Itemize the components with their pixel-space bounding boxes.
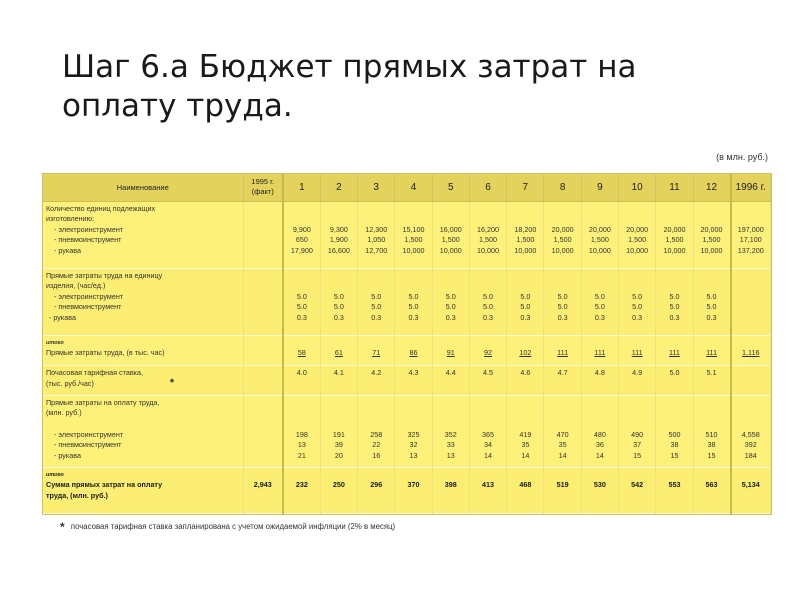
header-month: 4 xyxy=(395,174,432,201)
header-month: 8 xyxy=(544,174,581,201)
month-cell: 296 xyxy=(358,467,395,513)
section-rate-labels xyxy=(43,365,243,395)
month-cell: 470 35 14 xyxy=(544,395,581,467)
month-cell: 5.0 5.0 0.3 xyxy=(581,268,618,335)
month-cell: 553 xyxy=(656,467,693,513)
header-month: 11 xyxy=(656,174,693,201)
month-cell: 370 xyxy=(395,467,432,513)
month-cell: 111 xyxy=(656,335,693,365)
itogo-label: итого xyxy=(46,339,64,346)
cell-1995 xyxy=(243,395,283,467)
header-month: 12 xyxy=(693,174,730,201)
row-label: - рукава xyxy=(49,312,76,322)
month-cell: 5.0 5.0 0.3 xyxy=(395,268,432,335)
month-cell: 61 xyxy=(320,335,357,365)
month-cell: 5.0 5.0 0.3 xyxy=(656,268,693,335)
section-title: изготовлению: xyxy=(46,214,95,224)
section-hours-per-unit xyxy=(43,268,771,335)
month-cell: 198 13 21 xyxy=(283,395,320,467)
header-month: 10 xyxy=(619,174,656,201)
header-month: 1 xyxy=(283,174,320,201)
month-cell: 5.0 5.0 0.3 xyxy=(432,268,469,335)
month-cell: 4.6 xyxy=(507,365,544,395)
title-line-1: Шаг 6.а Бюджет прямых затрат на xyxy=(62,49,637,85)
month-cell: 9,900 650 17,900 xyxy=(283,201,320,268)
section-labor-hours xyxy=(43,335,771,365)
row-label: Прямые затраты труда, (в тыс. час) xyxy=(46,348,165,358)
row-label: - электроинструмент xyxy=(54,291,124,301)
month-cell: 4.8 xyxy=(581,365,618,395)
total-cell xyxy=(731,365,771,395)
month-cell: 4.3 xyxy=(395,365,432,395)
header-month: 3 xyxy=(358,174,395,201)
month-cell: 92 xyxy=(469,335,506,365)
row-label: труда, (млн. руб.) xyxy=(46,491,108,501)
row-label: - пневмоинструмент xyxy=(54,235,122,245)
month-cell: 468 xyxy=(507,467,544,513)
month-cell: 530 xyxy=(581,467,618,513)
header-1995-bottom: (факт) xyxy=(251,187,274,197)
header-month: 2 xyxy=(320,174,357,201)
month-cell: 5.1 xyxy=(693,365,730,395)
month-cell: 5.0 5.0 0.3 xyxy=(283,268,320,335)
header-1996: 1996 г. xyxy=(731,174,771,201)
month-cell: 111 xyxy=(693,335,730,365)
month-cell: 16,000 1,500 10,000 xyxy=(432,201,469,268)
month-cell: 102 xyxy=(507,335,544,365)
month-cell: 5.0 5.0 0.3 xyxy=(358,268,395,335)
month-cell: 542 xyxy=(619,467,656,513)
footnote xyxy=(60,520,760,534)
footnote-text: почасовая тарифная ставка запланирована с учетом ожидаемой инфляции (2% в месяц) xyxy=(70,522,396,531)
header-1995-top: 1995 г. xyxy=(251,177,275,187)
month-cell: 398 xyxy=(432,467,469,513)
month-cell: 5.0 5.0 0.3 xyxy=(544,268,581,335)
row-label: - электроинструмент xyxy=(54,224,124,234)
month-cell: 12,300 1,050 12,700 xyxy=(358,201,395,268)
month-cell: 86 xyxy=(395,335,432,365)
month-cell: 15,100 1,500 10,000 xyxy=(395,201,432,268)
month-cell: 9,300 1,900 16,600 xyxy=(320,201,357,268)
header-month: 7 xyxy=(507,174,544,201)
cell-1995 xyxy=(243,365,283,395)
footnote-star: * xyxy=(60,520,65,534)
section-title: Прямые затраты на оплату труда, xyxy=(46,397,160,407)
month-cell: 4.9 xyxy=(619,365,656,395)
total-cell: 5,134 xyxy=(731,467,771,513)
month-cell: 20,000 1,500 10,000 xyxy=(619,201,656,268)
month-cell: 58 xyxy=(283,335,320,365)
header-1995 xyxy=(243,174,283,201)
section-title: Почасовая тарифная ставка, xyxy=(46,367,143,377)
month-cell: 111 xyxy=(619,335,656,365)
month-cell: 365 34 14 xyxy=(469,395,506,467)
month-cell: 16,200 1,500 10,000 xyxy=(469,201,506,268)
section-title: Прямые затраты труда на единицу xyxy=(46,270,163,280)
header-month: 6 xyxy=(469,174,506,201)
row-label: - пневмоинструмент xyxy=(54,302,122,312)
month-cell: 111 xyxy=(544,335,581,365)
slide-title xyxy=(62,48,762,126)
month-cell: 191 39 20 xyxy=(320,395,357,467)
row-label: - рукава xyxy=(54,245,81,255)
section-labor-hours-labels xyxy=(43,335,243,365)
month-cell: 563 xyxy=(693,467,730,513)
month-cell: 419 35 14 xyxy=(507,395,544,467)
section-units xyxy=(43,201,771,268)
month-cell: 258 22 16 xyxy=(358,395,395,467)
month-cell: 20,000 1,500 10,000 xyxy=(581,201,618,268)
month-cell: 480 36 14 xyxy=(581,395,618,467)
section-cost-labels xyxy=(43,395,243,467)
month-cell: 5.0 5.0 0.3 xyxy=(693,268,730,335)
row-label: Сумма прямых затрат на оплату xyxy=(46,480,163,490)
row-label: - рукава xyxy=(54,450,81,460)
total-cell: 197,000 17,100 137,200 xyxy=(731,201,771,268)
month-cell: 91 xyxy=(432,335,469,365)
section-total-labels xyxy=(43,467,243,513)
month-cell: 4.7 xyxy=(544,365,581,395)
section-labor-cost xyxy=(43,395,771,467)
section-hourly-rate xyxy=(43,365,771,395)
header-month: 5 xyxy=(432,174,469,201)
month-cell: 325 32 13 xyxy=(395,395,432,467)
section-title: (тыс. руб./час) * xyxy=(46,377,175,390)
month-cell: 5.0 5.0 0.3 xyxy=(469,268,506,335)
month-cell: 4.2 xyxy=(358,365,395,395)
budget-table-container xyxy=(42,173,772,515)
cell-1995: 2,943 xyxy=(243,467,283,513)
section-title: изделия, (час/ед.) xyxy=(46,281,106,291)
footnote-star: * xyxy=(169,377,175,390)
month-cell: 5.0 5.0 0.3 xyxy=(619,268,656,335)
month-cell: 232 xyxy=(283,467,320,513)
total-cell xyxy=(731,268,771,335)
section-hours-labels xyxy=(43,268,243,335)
section-units-labels xyxy=(43,201,243,268)
section-title: Количество единиц подлежащих xyxy=(46,203,156,213)
cell-1995 xyxy=(243,268,283,335)
month-cell: 519 xyxy=(544,467,581,513)
cell-1995 xyxy=(243,201,283,268)
header-month: 9 xyxy=(581,174,618,201)
total-cell: 1,116 xyxy=(731,335,771,365)
title-line-2: оплату труда. xyxy=(62,88,293,124)
month-cell: 250 xyxy=(320,467,357,513)
month-cell: 413 xyxy=(469,467,506,513)
month-cell: 20,000 1,500 10,000 xyxy=(656,201,693,268)
month-cell: 4.1 xyxy=(320,365,357,395)
unit-note: (в млн. руб.) xyxy=(716,152,768,162)
header-row xyxy=(43,174,771,201)
cell-1995 xyxy=(243,335,283,365)
month-cell: 4.4 xyxy=(432,365,469,395)
month-cell: 500 38 15 xyxy=(656,395,693,467)
row-label: - пневмоинструмент xyxy=(54,440,122,450)
header-name: Наименование xyxy=(43,174,243,201)
month-cell: 5.0 xyxy=(656,365,693,395)
month-cell: 20,000 1,500 10,000 xyxy=(544,201,581,268)
month-cell: 71 xyxy=(358,335,395,365)
month-cell: 20,000 1,500 10,000 xyxy=(693,201,730,268)
month-cell: 4.5 xyxy=(469,365,506,395)
budget-table xyxy=(43,174,771,514)
month-cell: 510 38 15 xyxy=(693,395,730,467)
section-title: (млн. руб.) xyxy=(46,408,82,418)
month-cell: 4.0 xyxy=(283,365,320,395)
total-cell: 4,558 392 184 xyxy=(731,395,771,467)
month-cell: 5.0 5.0 0.3 xyxy=(320,268,357,335)
itogo-label: итого xyxy=(46,471,64,478)
month-cell: 5.0 5.0 0.3 xyxy=(507,268,544,335)
month-cell: 111 xyxy=(581,335,618,365)
section-grand-total xyxy=(43,467,771,513)
month-cell: 352 33 13 xyxy=(432,395,469,467)
month-cell: 18,200 1,500 10,000 xyxy=(507,201,544,268)
month-cell: 490 37 15 xyxy=(619,395,656,467)
row-label: - электроинструмент xyxy=(54,429,124,439)
